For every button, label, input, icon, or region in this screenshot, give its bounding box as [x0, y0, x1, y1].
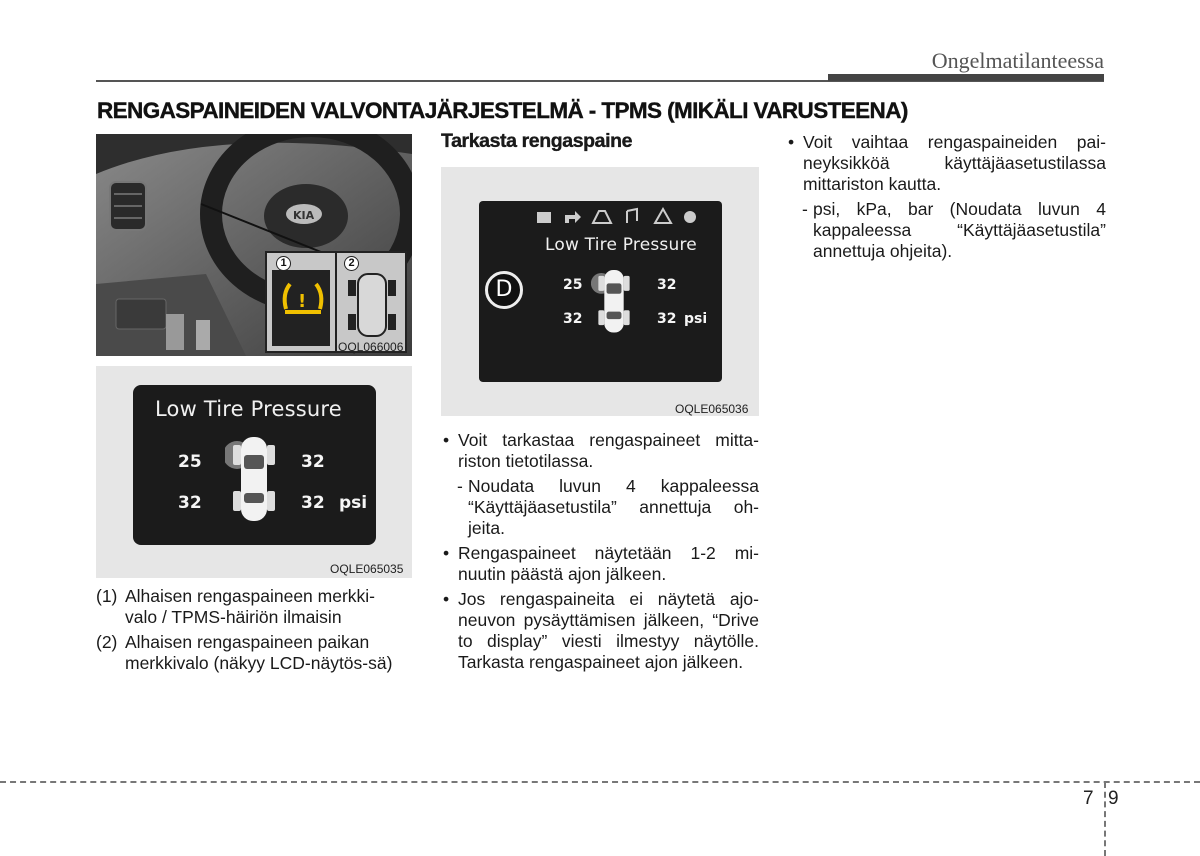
- tire-front-left: 25: [178, 452, 202, 472]
- callout-badge-1: 1: [276, 256, 291, 271]
- figure-cluster-panel: [441, 167, 759, 416]
- list-item: • Voit vaihtaa rengaspaineiden pai-neyksikköä käyttäjäasetustilassa mittariston kautta.: [788, 132, 1106, 194]
- middle-text: [441, 430, 759, 673]
- cluster-display: [479, 201, 722, 382]
- footer-divider: [1104, 782, 1106, 856]
- dashboard-photo: [96, 134, 412, 356]
- svg-text:KIA: KIA: [293, 209, 315, 222]
- list-item: • Voit tarkastaa rengaspaineet mitta-riston tietotilassa.: [443, 430, 759, 471]
- footer-rule: [0, 781, 1200, 783]
- legend-list: [96, 586, 396, 674]
- figure-code: OQL066006: [338, 340, 404, 354]
- chapter-number: 7: [1083, 788, 1094, 809]
- right-text: [786, 132, 1106, 262]
- svg-text:!: !: [298, 291, 307, 312]
- list-item: - Noudata luvun 4 kappaleessa “Käyttäjäasetustila” annettuja oh-jeita.: [457, 476, 759, 538]
- tire-front-right: 32: [301, 452, 325, 472]
- lcd-display: [133, 385, 376, 545]
- section-title: RENGASPAINEIDEN VALVONTAJÄRJESTELMÄ - TPMS (MIKÄLI VARUSTEENA): [97, 98, 908, 123]
- list-item: • Jos rengaspaineita ei näytetä ajo-neuvon pysäyttämisen jälkeen, “Drive to display” viesti ilmestyy näytölle. Tarkasta rengaspaineet ajon jälkeen.: [443, 589, 759, 672]
- tire-rear-right: 32: [657, 311, 677, 327]
- menu-icons-row: [535, 207, 705, 227]
- car-top-view-icon: [591, 267, 637, 337]
- running-header: Ongelmatilanteessa: [931, 48, 1104, 73]
- callout-badge-2: 2: [344, 256, 359, 271]
- page-number: 9: [1108, 788, 1119, 809]
- list-item: • Rengaspaineet näytetään 1-2 mi-nuutin päästä ajon jälkeen.: [443, 543, 759, 584]
- list-item: (2) Alhaisen rengaspaineen paikan merkkivalo (näkyy LCD-näytös-sä): [96, 632, 393, 673]
- pressure-unit: psi: [339, 493, 368, 513]
- tire-rear-left: 32: [563, 311, 583, 327]
- tire-rear-right: 32: [301, 493, 325, 513]
- figure-code: OQLE065035: [330, 562, 404, 576]
- figure-code: OQLE065036: [675, 402, 749, 416]
- tire-front-right: 32: [657, 277, 677, 293]
- pressure-unit: psi: [684, 311, 708, 327]
- gear-indicator: D: [485, 271, 523, 309]
- list-item: - psi, kPa, bar (Noudata luvun 4 kappaleessa “Käyttäjäasetustila” annettuja ohjeita).: [802, 199, 1106, 261]
- subsection-heading: Tarkasta rengaspaine: [441, 130, 633, 152]
- list-item: (1) Alhaisen rengaspaineen merkki-valo / TPMS-häiriön ilmaisin: [96, 586, 375, 627]
- figure-lcd-panel: [96, 366, 412, 578]
- tire-front-left: 25: [563, 277, 583, 293]
- lcd-title: Low Tire Pressure: [545, 235, 697, 255]
- header-rule-accent: [828, 74, 1104, 81]
- lcd-title: Low Tire Pressure: [155, 397, 342, 421]
- car-top-view-icon: [225, 433, 283, 527]
- tire-rear-left: 32: [178, 493, 202, 513]
